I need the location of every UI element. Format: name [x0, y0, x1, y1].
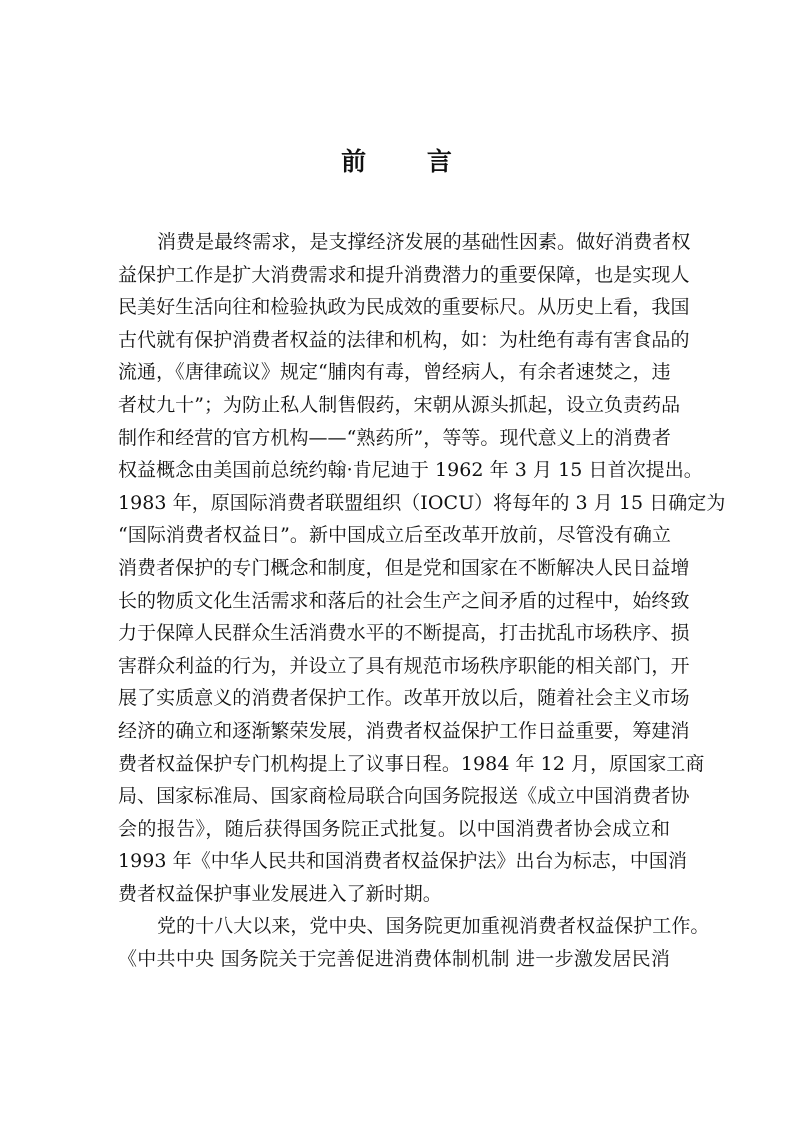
- text-line: 流通，《唐律疏议》规定“脯肉有毒，曾经病人，有余者速焚之，违: [118, 361, 671, 384]
- text-line: 害群众利益的行为，并设立了具有规范市场秩序职能的相关部门，开: [118, 654, 690, 677]
- text-line: 费者权益保护专门机构提上了议事日程。1984 年 12 月，原国家工商: [118, 752, 705, 775]
- text-line: 者杖九十”；为防止私人制售假药，宋朝从源头抓起，设立负责药品: [118, 393, 681, 416]
- text-line: 制作和经营的官方机构——“熟药所”，等等。现代意义上的消费者: [118, 426, 671, 449]
- text-line: 长的物质文化生活需求和落后的社会生产之间矛盾的过程中，始终致: [118, 589, 690, 612]
- text-line: 古代就有保护消费者权益的法律和机构，如：为杜绝有毒有害食品的: [118, 328, 690, 351]
- text-line: 费者权益保护事业发展进入了新时期。: [118, 882, 442, 905]
- text-line: 1983 年，原国际消费者联盟组织（IOCU）将每年的 3 月 15 日确定为: [118, 491, 726, 514]
- text-line: 权益概念由美国前总统约翰·肯尼迪于 1962 年 3 月 15 日首次提出。: [118, 459, 703, 482]
- paragraph-1: [118, 226, 726, 910]
- text-line: 力于保障人民群众生活消费水平的不断提高，打击扰乱市场秩序、损: [118, 622, 690, 645]
- text-line: 展了实质意义的消费者保护工作。改革开放以后，随着社会主义市场: [118, 687, 690, 710]
- paragraph-2: [118, 910, 710, 975]
- text-line: 局、国家标准局、国家商检局联合向国务院报送《成立中国消费者协: [118, 785, 690, 808]
- text-line: 消费是最终需求，是支撑经济发展的基础性因素。做好消费者权: [157, 231, 691, 253]
- text-line: 消费者保护的专门概念和制度，但是党和国家在不断解决人民日益增: [118, 556, 690, 579]
- text-line: 1993 年《中华人民共和国消费者权益保护法》出台为标志，中国消: [118, 850, 687, 873]
- page-title: 前 言: [341, 147, 478, 176]
- text-line: 会的报告》，随后获得国务院正式批复。以中国消费者协会成立和: [118, 817, 670, 840]
- text-line: “国际消费者权益日”。新中国成立后至改革开放前，尽管没有确立: [118, 524, 671, 547]
- text-line: 党的十八大以来，党中央、国务院更加重视消费者权益保护工作。: [157, 915, 710, 938]
- text-line: 民美好生活向往和检验执政为民成效的重要标尺。从历史上看，我国: [118, 296, 690, 319]
- text-line: 《中共中央 国务院关于完善促进消费体制机制 进一步激发居民消: [118, 948, 670, 971]
- text-line: 益保护工作是扩大消费需求和提升消费潜力的重要保障，也是实现人: [118, 263, 690, 286]
- body-text: [118, 226, 726, 976]
- text-line: 经济的确立和逐渐繁荣发展，消费者权益保护工作日益重要，筹建消: [118, 719, 690, 742]
